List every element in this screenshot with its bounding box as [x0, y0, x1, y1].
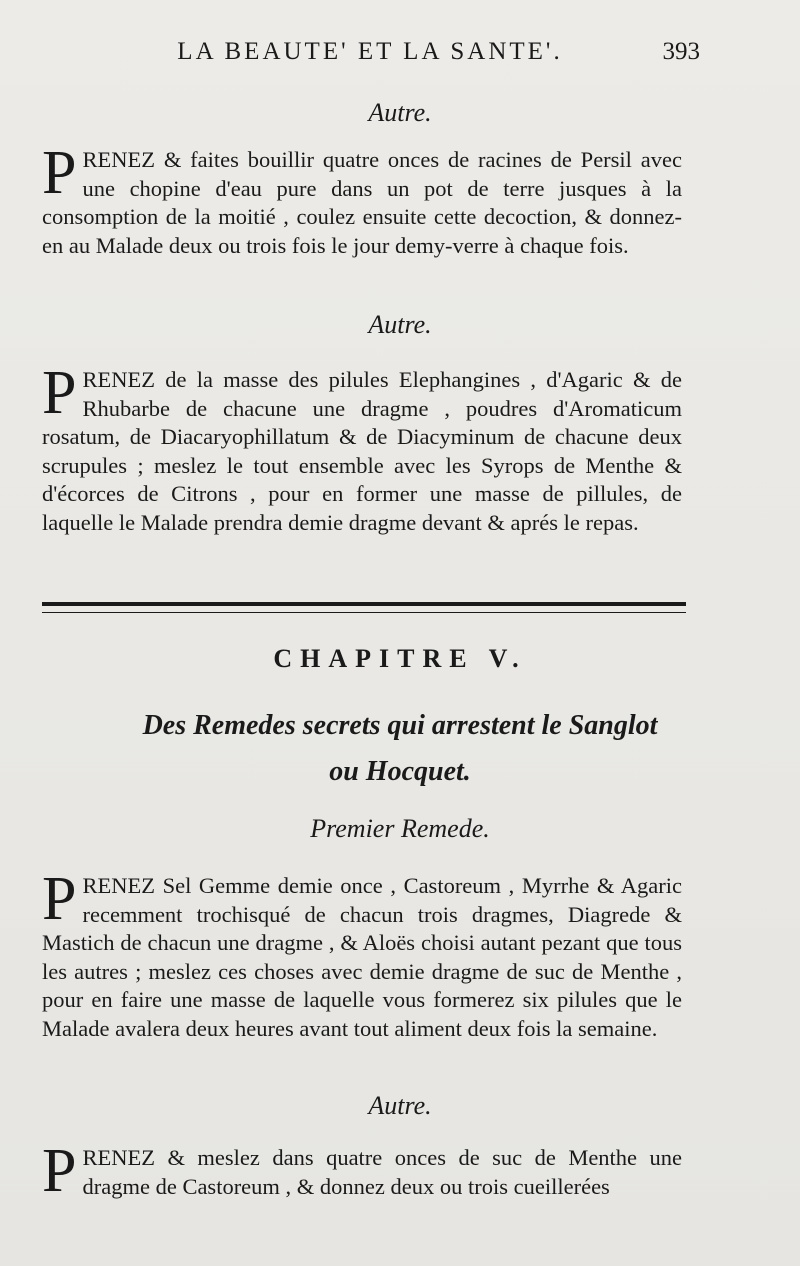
- running-title: LA BEAUTE' ET LA SANTE'.: [177, 38, 563, 65]
- section-heading: Autre.: [368, 98, 432, 127]
- paragraph-text: & meslez dans quatre onces de suc de Menthe une dragme de Castoreum , & donnez deux ou trois cueillerées: [82, 1145, 682, 1199]
- page-number: 393: [662, 38, 700, 65]
- paragraph-lead: RENEZ: [82, 1145, 155, 1170]
- section-heading: Premier Remede.: [310, 814, 490, 843]
- chapter-label: CHAPITRE V.: [273, 644, 527, 673]
- section-heading: Autre.: [368, 1091, 432, 1120]
- paragraph-lead: RENEZ: [82, 147, 155, 172]
- paragraph-text: de la masse des pilules Elephangines , d'Agaric & de Rhubarbe de chacune une dragme , poudres d'Aromaticum rosatum, de Diacaryophillatum & de Diacyminum de chacune deux scrupules ; meslez le tout ensemble avec les Syrops de Menthe & d'écorces de Citrons , pour en former une masse de pillules, de laquelle le Malade prendra demie dragme devant & aprés le repas.: [42, 367, 682, 535]
- drop-cap: P: [42, 139, 77, 207]
- paragraph-text: & faites bouillir quatre onces de racines de Persil avec une chopine d'eau pure dans un pot de terre jusques à la consomption de la moitié , coulez ensuite cette decoction, & donnez-en au Malade deux ou trois fois le jour demy-verre à chaque fois.: [42, 147, 682, 258]
- recipe-paragraph: [42, 1137, 682, 1205]
- paragraph-text: Sel Gemme demie once , Castoreum , Myrrhe & Agaric recemment trochisqué de chacun trois dragmes, Diagrede & Mastich de chacun une dragme , & Aloës choisi autant pezant que tous les autres ; meslez ces choses avec demie dragme de suc de Menthe , pour en faire une masse de laquelle vous formerez six pilules que le Malade avalera deux heures avant tout aliment deux fois la semaine.: [42, 873, 682, 1041]
- drop-cap: P: [42, 1137, 77, 1205]
- paragraph-lead: RENEZ: [82, 367, 155, 392]
- recipe-paragraph: [42, 359, 682, 537]
- recipe-paragraph: [42, 865, 682, 1043]
- recipe-paragraph: [42, 139, 682, 260]
- paragraph-lead: RENEZ: [82, 873, 155, 898]
- drop-cap: P: [42, 359, 77, 427]
- chapter-title-line: ou Hocquet.: [329, 756, 471, 787]
- chapter-title: [40, 703, 760, 795]
- chapter-title-line: Des Remedes secrets qui arrestent le Sanglot: [142, 710, 658, 741]
- drop-cap: P: [42, 865, 77, 933]
- chapter-divider: [42, 602, 686, 613]
- page-header: [140, 38, 700, 74]
- section-heading: Autre.: [368, 310, 432, 339]
